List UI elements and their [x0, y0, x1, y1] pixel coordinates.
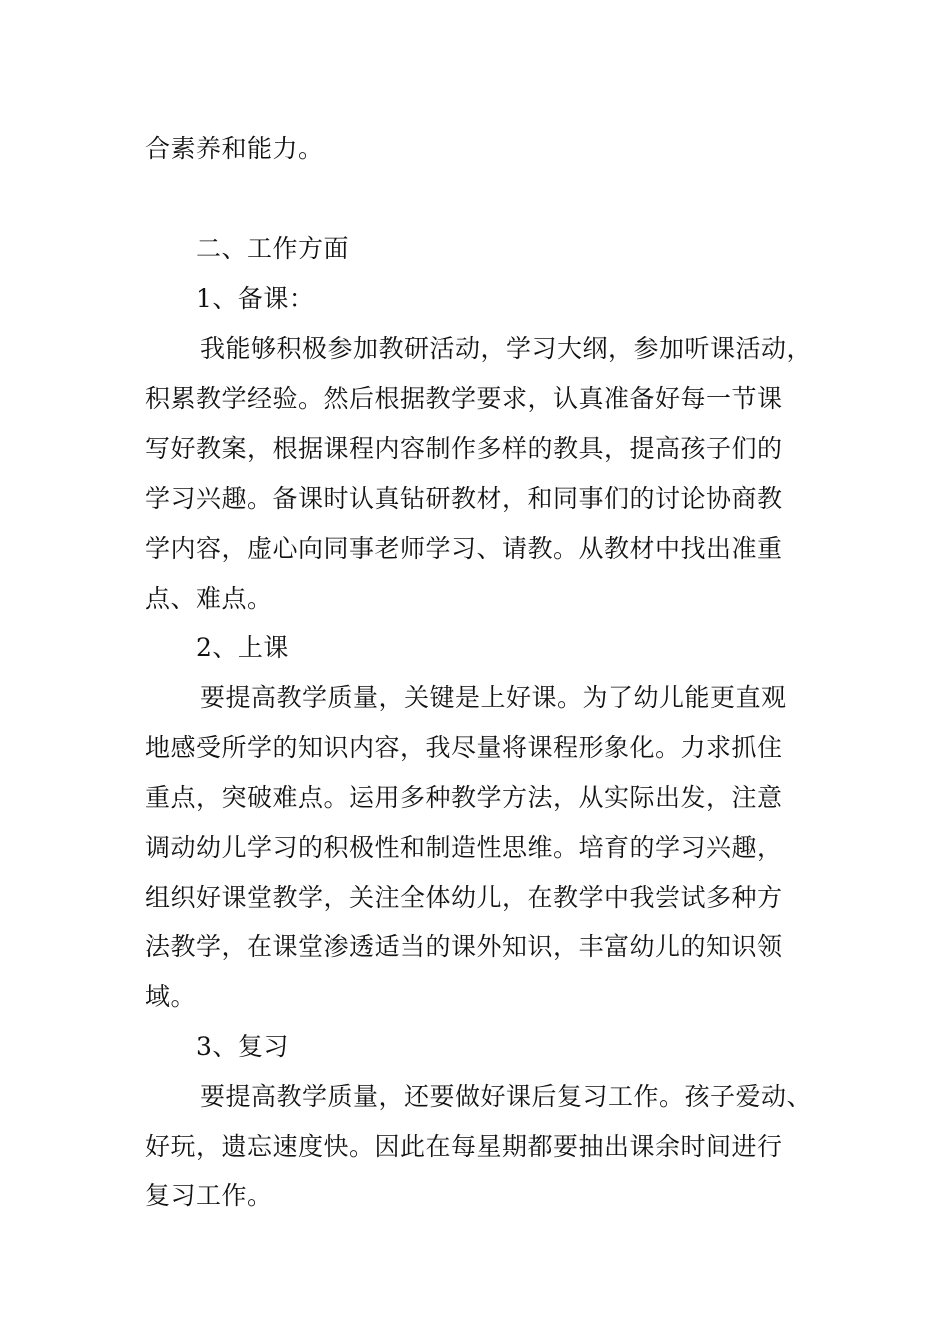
paragraph-line: 调动幼儿学习的积极性和制造性思维。培育的学习兴趣，: [145, 833, 783, 862]
subsection-heading-review: 3、复习: [196, 1032, 289, 1061]
paragraph-line: 复习工作。: [145, 1181, 273, 1210]
subsection-heading-teaching: 2、上课: [196, 633, 289, 662]
paragraph-line: 点、难点。: [145, 584, 273, 613]
subsection-heading-lesson-prep: 1、备课：: [196, 284, 315, 313]
paragraph-line: 域。: [145, 982, 197, 1011]
paragraph-line: 要提高教学质量，还要做好课后复习工作。孩子爱动、: [200, 1082, 813, 1111]
paragraph-line: 我能够积极参加教研活动，学习大纲，参加听课活动，: [200, 334, 813, 363]
paragraph-line: 组织好课堂教学，关注全体幼儿，在教学中我尝试多种方: [145, 883, 783, 912]
section-heading: 二、工作方面: [196, 234, 350, 263]
paragraph-line: 写好教案，根据课程内容制作多样的教具，提高孩子们的: [145, 434, 783, 463]
paragraph-line: 学内容，虚心向同事老师学习、请教。从教材中找出准重: [145, 534, 783, 563]
paragraph-line: 好玩，遗忘速度快。因此在每星期都要抽出课余时间进行: [145, 1132, 783, 1161]
paragraph-line: 要提高教学质量，关键是上好课。为了幼儿能更直观: [200, 683, 787, 712]
paragraph-line: 法教学，在课堂渗透适当的课外知识，丰富幼儿的知识领: [145, 932, 783, 961]
paragraph-line: 积累教学经验。然后根据教学要求，认真准备好每一节课: [145, 384, 783, 413]
paragraph-line: 学习兴趣。备课时认真钻研教材，和同事们的讨论协商教: [145, 484, 783, 513]
paragraph-line: 重点，突破难点。运用多种教学方法，从实际出发，注意: [145, 783, 783, 812]
paragraph-end-line: 合素养和能力。: [145, 134, 324, 163]
paragraph-line: 地感受所学的知识内容，我尽量将课程形象化。力求抓住: [145, 733, 783, 762]
